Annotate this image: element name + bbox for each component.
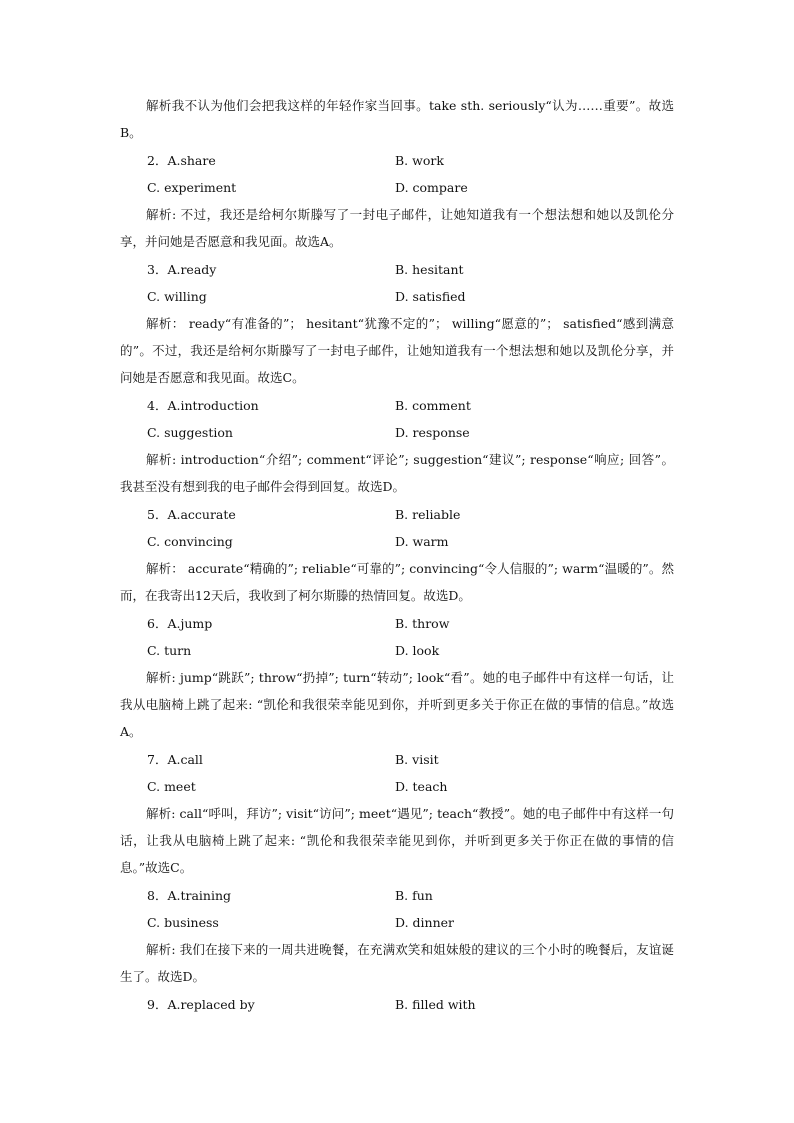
option-row [147,746,647,773]
option-text: 5．A.accurate [147,507,236,522]
option-text: B. visit [395,752,439,767]
explanation-text: 解析: jump“跳跃”; throw“扔掉”; turn“转动”; look“看”。她的电子邮件中有这样一句话，让我从电脑椅上跳了起来: “凯伦和我很荣幸能见到你，并听到更多关于你正在做的事情的信息。”故选A。 [120,670,674,739]
option-text: 7．A.call [147,752,203,767]
option-text: C. meet [147,779,196,794]
explanation-text: 解析: 不过，我还是给柯尔斯滕写了一封电子邮件，让她知道我有一个想法想和她以及凯伦分享，并问她是否愿意和我见面。故选A。 [120,207,674,249]
option-text: B. hesitant [395,262,464,277]
option-row [147,392,647,419]
option-row [147,773,647,800]
option-row [147,501,647,528]
option-row [147,610,647,637]
explanation-paragraph [120,201,674,255]
option-text: D. compare [395,180,468,195]
option-text: B. fun [395,888,433,903]
explanation-text: 解析： accurate“精确的”; reliable“可靠的”; convincing“令人信服的”; warm“温暖的”。然而，在我寄出12天后，我收到了柯尔斯滕的热情回复。故选D。 [120,561,674,603]
option-text: B. reliable [395,507,461,522]
option-row [147,174,647,201]
explanation-text: 解析: 我们在接下来的一周共进晚餐，在充满欢笑和姐妹般的建议的三个小时的晚餐后，友谊诞生了。故选D。 [120,942,674,984]
explanation-text: 解析: call“呼叫，拜访”; visit“访问”; meet“遇见”; teach“教授”。她的电子邮件中有这样一句话，让我从电脑椅上跳了起来: “凯伦和我很荣幸能见到你，并听到更多关于你正在做的事情的信息。”故选C。 [120,806,674,875]
option-row [147,909,647,936]
explanation-paragraph [120,800,674,881]
option-text: 8．A.training [147,888,232,903]
option-row [147,256,647,283]
option-text: C. business [147,915,219,930]
option-row [147,528,647,555]
option-text: B. work [395,153,444,168]
explanation-paragraph [120,555,674,609]
explanation-paragraph [120,936,674,990]
option-text: 6．A.jump [147,616,213,631]
option-text: B. comment [395,398,471,413]
option-text: D. warm [395,534,449,549]
option-text: C. turn [147,643,192,658]
option-text: D. teach [395,779,448,794]
option-text: 2．A.share [147,153,216,168]
option-row [147,637,647,664]
option-row [147,283,647,310]
option-text: 3．A.ready [147,262,217,277]
option-text: 9．A.replaced by [147,997,255,1012]
option-row [147,882,647,909]
explanation-text: 解析： ready“有准备的”； hesitant“犹豫不定的”； willing“愿意的”； satisfied“感到满意的”。不过，我还是给柯尔斯滕写了一封电子邮件，让她知道我有一个想法想和她以及凯伦分享，并问她是否愿意和我见面。故选C。 [120,316,674,385]
option-text: D. response [395,425,470,440]
option-row [147,147,647,174]
option-text: C. experiment [147,180,237,195]
option-text: C. convincing [147,534,233,549]
option-text: C. willing [147,289,207,304]
explanation-text: 解析: introduction“介绍”; comment“评论”; suggestion“建议”; response“响应; 回答”。我甚至没有想到我的电子邮件会得到回复。故选D。 [120,452,674,494]
explanation-text: 解析我不认为他们会把我这样的年轻作家当回事。take sth. seriously“认为……重要”。故选B。 [120,98,674,140]
option-row [147,419,647,446]
option-text: D. dinner [395,915,454,930]
option-text: C. suggestion [147,425,233,440]
option-text: B. filled with [395,997,476,1012]
option-text: B. throw [395,616,450,631]
option-text: D. satisfied [395,289,466,304]
option-row [147,991,647,1018]
option-text: D. look [395,643,440,658]
option-text: 4．A.introduction [147,398,259,413]
explanation-paragraph [120,310,674,391]
explanation-paragraph [120,92,674,146]
explanation-paragraph [120,446,674,500]
explanation-paragraph [120,664,674,745]
